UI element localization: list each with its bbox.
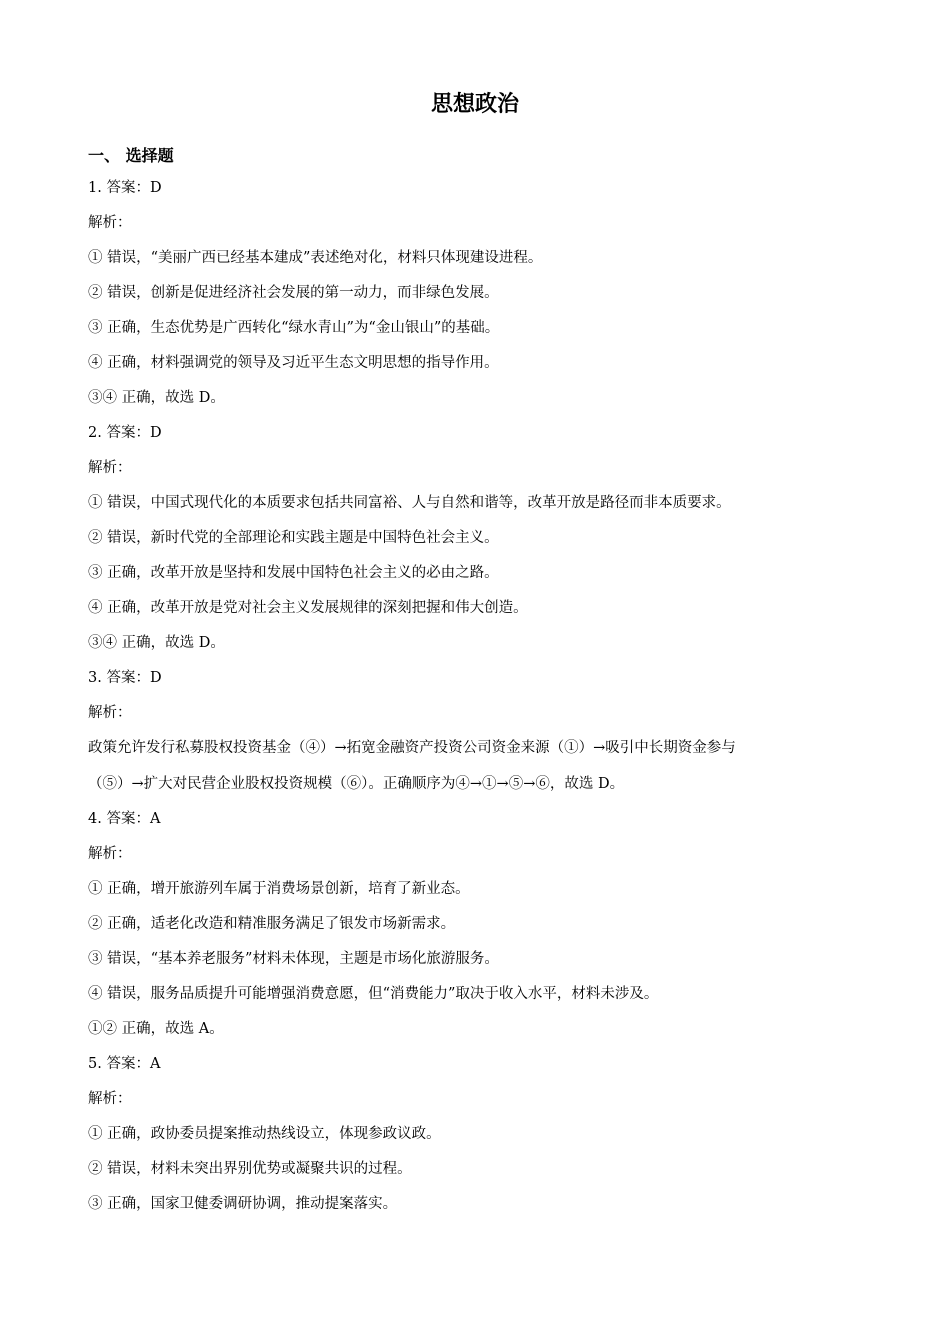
conclusion-line: ③④ 正确，故选 D。 [88,390,225,406]
answer-line: 3. 答案：D [88,670,162,686]
analysis-line: ④ 错误，服务品质提升可能增强消费意愿，但“消费能力”取决于收入水平，材料未涉及。 [88,986,659,1002]
answer-list [88,178,868,1229]
analysis-line: ③ 正确，国家卫健委调研协调，推动提案落实。 [88,1196,398,1212]
analysis-label: 解析： [88,215,132,231]
analysis-label: 解析： [88,1091,132,1107]
analysis-line: ① 正确，政协委员提案推动热线设立，体现参政议政。 [88,1126,441,1142]
conclusion-line: ①② 正确，故选 A。 [88,1021,224,1037]
analysis-line: ④ 正确，材料强调党的领导及习近平生态文明思想的指导作用。 [88,355,499,371]
analysis-label: 解析： [88,846,132,862]
answer-line: 4. 答案：A [88,811,161,827]
section-heading: 一、 选择题 [88,146,174,165]
conclusion-line: ③④ 正确，故选 D。 [88,635,225,651]
analysis-line: ③ 错误，“基本养老服务”材料未体现，主题是市场化旅游服务。 [88,951,499,967]
analysis-line: ③ 正确，改革开放是坚持和发展中国特色社会主义的必由之路。 [88,565,499,581]
analysis-line: ② 正确，适老化改造和精准服务满足了银发市场新需求。 [88,916,456,932]
analysis-line: ④ 正确，改革开放是党对社会主义发展规律的深刻把握和伟大创造。 [88,600,528,616]
answer-line: 1. 答案：D [88,180,162,196]
analysis-line: 政策允许发行私募股权投资基金（④）→拓宽金融资产投资公司资金来源（①）→吸引中长期资金参与 [88,740,736,756]
analysis-line: ① 错误，“美丽广西已经基本建成”表述绝对化，材料只体现建设进程。 [88,250,543,266]
analysis-line: ② 错误，创新是促进经济社会发展的第一动力，而非绿色发展。 [88,285,499,301]
analysis-line: （⑤）→扩大对民营企业股权投资规模（⑥）。正确顺序为④→①→⑤→⑥，故选 D。 [88,776,625,792]
analysis-line: ② 错误，材料未突出界别优势或凝聚共识的过程。 [88,1161,412,1177]
analysis-line: ① 正确，增开旅游列车属于消费场景创新，培育了新业态。 [88,881,470,897]
answer-line: 5. 答案：A [88,1056,161,1072]
analysis-label: 解析： [88,460,132,476]
analysis-line: ② 错误，新时代党的全部理论和实践主题是中国特色社会主义。 [88,530,499,546]
analysis-line: ③ 正确，生态优势是广西转化“绿水青山”为“金山银山”的基础。 [88,320,500,336]
analysis-line: ① 错误，中国式现代化的本质要求包括共同富裕、人与自然和谐等，改革开放是路径而非本质要求。 [88,495,731,511]
page-title: 思想政治 [430,92,519,117]
answer-line: 2. 答案：D [88,425,162,441]
analysis-label: 解析： [88,705,132,721]
